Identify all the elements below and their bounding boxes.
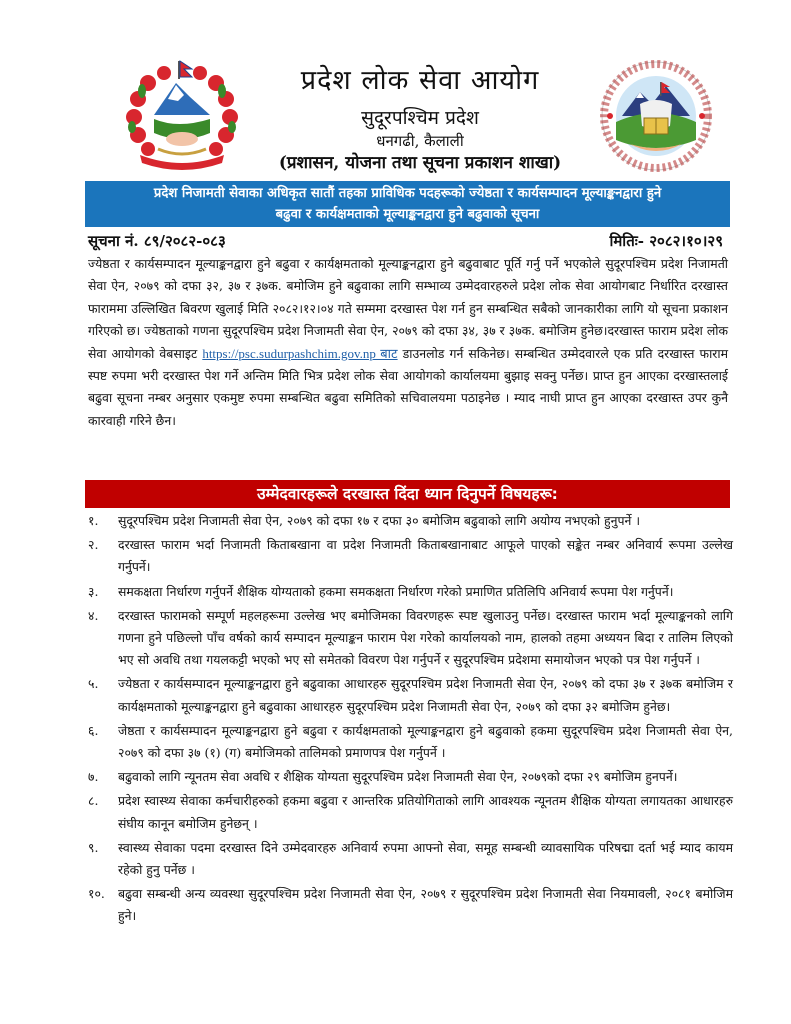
- notice-number: सूचना नं. ८९/२०८२-०८३: [88, 232, 226, 250]
- item-number: ३.: [88, 583, 99, 599]
- body-text-part2: डाउनलोड गर्न सकिनेछ। सम्बन्धित उम्मेदवारले एक प्रति दरखास्त फाराम स्पष्ट रुपमा भरी दरखास्त पेश गर्ने अन्तिम मिति भित्र प्रदेश लोक सेवा आयोगको कार्यालयमा बुझाइ सक्नु पर्नेछ। प्राप्त हुन आएका दरखास्तलाई बढुवा सूचना नम्बर अनुसार एकमुष्ट रुपमा सम्बन्धित बढुवा समितिको सचिवालयमा पठाइनेछ । म्याद नाघी प्राप्त हुन आएका दरखास्त उपर कुनै कारवाही गरिने छैन।: [88, 345, 728, 428]
- commission-title: प्रदेश लोक सेवा आयोग: [300, 65, 540, 96]
- notice-title-line1: प्रदेश निजामती सेवाका अधिकृत सातौं तहका प्राविधिक पदहरूको ज्येष्ठता र कार्यसम्पादन मूल्याङ्कनद्वारा हुने: [153, 186, 662, 201]
- list-item: [88, 720, 733, 764]
- item-number: २.: [88, 537, 99, 553]
- item-number: ४.: [88, 607, 99, 623]
- item-text: समकक्षता निर्धारण गर्नुपर्ने शैक्षिक योग्यताको हकमा समकक्षता निर्धारण गरेको प्रमाणित प्रतिलिपि अनिवार्य रूपमा पेश गर्नुपर्ने।: [118, 583, 674, 599]
- province-name: सुदूरपश्चिम प्रदेश: [361, 107, 479, 129]
- branch-name: (प्रशासन, योजना तथा सूचना प्रकाशन शाखा): [278, 153, 562, 173]
- notice-date: मितिः- २०८२।१०।२९: [609, 232, 723, 250]
- item-text: जेष्ठता र कार्यसम्पादन मूल्याङ्कनद्वारा हुने बढुवा र कार्यक्षमताको मूल्याङ्कनद्वारा हुने बढुवाको हकमा सुदूरपश्चिम प्रदेश निजामती सेवा ऐन, २०७९ को दफा ३७ (१) (ग) बमोजिमको तालिमको प्रमाणपत्र पेश गर्नुपर्ने ।: [118, 722, 733, 761]
- item-text: बढुवाको लागि न्यूनतम सेवा अवधि र शैक्षिक योग्यता सुदूरपश्चिम प्रदेश निजामती सेवा ऐन, २०७९को दफा २९ बमोजिम हुनपर्ने।: [118, 769, 678, 785]
- notice-title-line2: बढुवा र कार्यक्षमताको मूल्याङ्कनद्वारा हुने बढुवाको सूचना: [275, 207, 540, 222]
- instructions-heading: उम्मेदवारहरूले दरखास्त दिंदा ध्यान दिनुपर्ने विषयहरू:: [85, 480, 730, 508]
- list-item: [88, 790, 733, 834]
- list-item: [88, 534, 733, 578]
- item-text: ज्येष्ठता र कार्यसम्पादन मूल्याङ्कनद्वारा हुने बढुवाका आधारहरु सुदूरपश्चिम प्रदेश निजामती सेवा ऐन, २०७९ को दफा ३७ र ३७क बमोजिम र कार्यक्षमताको मूल्याङ्कनद्वारा हुने बढुवाका आधारहरु सुदूरपश्चिम प्रदेश निजामती सेवा ऐन, २०७९ को दफा ३२ बमोजिम हुनेछ।: [118, 676, 733, 714]
- list-item: [88, 837, 733, 881]
- item-number: ५.: [88, 676, 99, 692]
- notice-body: [88, 253, 728, 432]
- list-item: [88, 766, 733, 788]
- list-item: [88, 673, 733, 717]
- item-number: ६.: [88, 722, 99, 738]
- commission-emblem-icon: [600, 60, 712, 172]
- item-number: ७.: [88, 769, 99, 785]
- item-text: प्रदेश स्वास्थ्य सेवाका कर्मचारीहरुको हकमा बढुवा र आन्तरिक प्रतियोगिताको लागि आवश्यक न्यूनतम शैक्षिक योग्यता लगायतका आधारहरु संघीय कानून बमोजिम हुनेछन् ।: [118, 793, 733, 831]
- item-text: बढुवा सम्बन्धी अन्य व्यवस्था सुदूरपश्चिम प्रदेश निजामती सेवा ऐन, २०७९ र सुदूरपश्चिम प्रदेश निजामती सेवा नियमावली, २०८१ बमोजिम हुने।: [118, 886, 733, 924]
- item-number: ८.: [88, 793, 99, 809]
- item-number: ९.: [88, 839, 99, 855]
- item-text: दरखास्त फारामको सम्पूर्ण महलहरूमा उल्लेख भए बमोजिमका विवरणहरू स्पष्ट खुलाउनु पर्नेछ। दरखास्त फाराम भर्दा मूल्याङ्कनको लागि गणना हुने पछिल्लो पाँच वर्षको कार्य सम्पादन मूल्याङ्कन फाराम पेश गरेको कार्यालयको नाम, हालको तहमा अध्ययन बिदा र तालिम लिएको भए सो अवधि तथा गयलकट्टी भएको भए सो समेतको विवरण पेश गर्नुपर्ने र सुदूरपश्चिम प्रदेशमा समायोजन भएको पत्र पेश गर्नुपर्ने ।: [118, 607, 733, 668]
- website-link[interactable]: https://psc.sudurpashchim.gov.np बाट: [202, 345, 398, 361]
- notice-title-banner: [85, 181, 730, 227]
- item-text: सुदूरपश्चिम प्रदेश निजामती सेवा ऐन, २०७९ को दफा १७ र दफा ३० बमोजिम बढुवाको लागि अयोग्य नभएको हुनुपर्ने ।: [118, 513, 641, 528]
- instructions-list: [88, 510, 733, 930]
- list-item: [88, 605, 733, 672]
- item-text: स्वास्थ्य सेवाका पदमा दरखास्त दिने उम्मेदवारहरु अनिवार्य रुपमा आफ्नो सेवा, समूह सम्बन्धी व्यावसायिक परिषद्मा दर्ता भई म्याद कायम रहेको हुनु पर्नेछ ।: [118, 839, 733, 878]
- item-number: १.: [88, 513, 99, 528]
- location: धनगढी, कैलाली: [376, 132, 464, 150]
- item-text: दरखास्त फाराम भर्दा निजामती किताबखाना वा प्रदेश निजामती किताबखानाबाट आफूले पाएको सङ्केत नम्बर अनिवार्य रूपमा उल्लेख गर्नुपर्ने।: [118, 537, 733, 575]
- list-item: [88, 883, 733, 927]
- list-item: [88, 510, 733, 532]
- body-text-part1: ज्येष्ठता र कार्यसम्पादन मूल्याङ्कनद्वारा हुने बढुवा र कार्यक्षमताको मूल्याङ्कनद्वारा हुने बढुवाबाट पूर्ति गर्नु पर्ने भएकोले सुदूरपश्चिम प्रदेश निजामती सेवा ऐन, २०७९ को दफा ३२, ३७ र ३७क. बमोजिम हुने बढुवाका लागि सम्भाव्य उम्मेदवारहरुले प्रदेश लोक सेवा आयोगबाट निर्धारित दरखास्त फाराममा उल्लिखित बिवरण खुलाई मिति २०८२।१२।०४ गते सम्ममा दरखास्त पेश गर्न हुन सम्बन्धित सबैको जानकारीका लागि यो सूचना प्रकाशन गरिएको छ। ज्येष्ठताको गणना सुदूरपश्चिम प्रदेश निजामती सेवा ऐन, २०७९ को दफा ३४, ३७ र ३७क. बमोजिम हुनेछ।दरखास्त फाराम प्रदेश लोक सेवा आयोगको वेबसाइट: [88, 256, 728, 361]
- list-item: [88, 581, 733, 603]
- item-number: १०.: [88, 886, 105, 902]
